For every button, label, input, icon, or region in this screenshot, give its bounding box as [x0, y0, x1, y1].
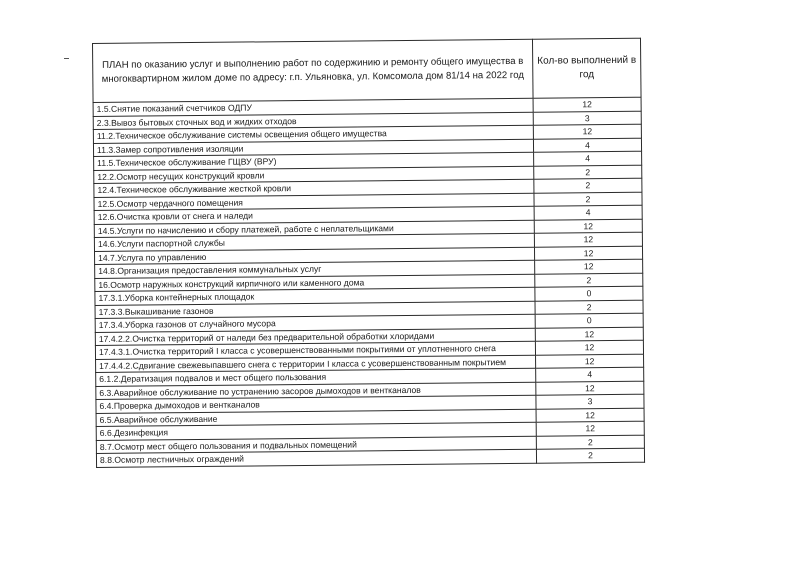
- service-name-cell: 17.4.4.2.Сдвигание свежевыпавшего снега с территории I класса с усовершенствованным покрытием: [96, 355, 536, 373]
- quantity-cell: 4: [534, 205, 642, 220]
- service-name-cell: 8.8.Осмотр лестничных ограждений: [96, 449, 536, 467]
- quantity-cell: 12: [535, 259, 643, 274]
- service-name-cell: 14.8.Организация предоставления коммунальных услуг: [95, 260, 535, 278]
- quantity-cell: 12: [536, 421, 644, 436]
- quantity-cell: 2: [535, 300, 643, 315]
- service-name-cell: 12.6.Очистка кровли от снега и наледи: [94, 206, 534, 224]
- quantity-cell: 2: [535, 273, 643, 288]
- service-name-cell: 6.5.Аварийное обслуживание: [96, 409, 536, 427]
- quantity-cell: 12: [534, 232, 642, 247]
- service-name-cell: 17.3.1.Уборка контейнерных площадок: [95, 287, 535, 305]
- quantity-cell: 12: [534, 246, 642, 261]
- quantity-cell: 2: [534, 178, 642, 193]
- service-name-cell: 8.7.Осмотр мест общего пользования и подвальных помещений: [96, 436, 536, 454]
- quantity-cell: 12: [535, 327, 643, 342]
- service-name-cell: 17.3.4.Уборка газонов от случайного мусора: [95, 314, 535, 332]
- service-name-cell: 14.6.Услуги паспортной службы: [94, 233, 534, 251]
- service-name-cell: 17.3.3.Выкашивание газонов: [95, 301, 535, 319]
- table-header-row: [93, 38, 642, 102]
- quantity-cell: 4: [533, 138, 641, 153]
- service-name-cell: 14.7.Услуга по управлению: [94, 247, 534, 265]
- quantity-cell: 2: [536, 435, 644, 450]
- service-name-cell: 14.5.Услуги по начислению и сбору платежей, работе с неплательщиками: [94, 220, 534, 238]
- quantity-cell: 0: [535, 286, 643, 301]
- service-name-cell: 2.3.Вывоз бытовых сточных вод и жидких отходов: [93, 112, 533, 130]
- service-name-cell: 11.5.Техническое обслуживание ГЩВУ (ВРУ): [94, 152, 534, 170]
- quantity-cell: 4: [536, 367, 644, 382]
- quantity-cell: 3: [533, 111, 641, 126]
- service-name-cell: 6.3.Аварийное обслуживание по устранению засоров дымоходов и вентканалов: [96, 382, 536, 400]
- quantity-cell: 12: [533, 124, 641, 139]
- quantity-cell: 12: [536, 381, 644, 396]
- service-name-cell: 6.1.2.Дератизация подвалов и мест общего пользования: [96, 368, 536, 386]
- service-name-cell: 11.2.Техническое обслуживание системы освещения общего имущества: [93, 125, 533, 143]
- quantity-cell: 12: [534, 219, 642, 234]
- quantity-cell: 4: [534, 151, 642, 166]
- service-name-cell: 16.Осмотр наружных конструкций кирпичного или каменного дома: [95, 274, 535, 292]
- scan-mark: [64, 58, 69, 59]
- service-name-cell: 12.4.Техническое обслуживание жесткой кровли: [94, 179, 534, 197]
- quantity-cell: 12: [533, 97, 641, 112]
- service-name-cell: 6.6.Дезинфекция: [96, 422, 536, 440]
- quantity-cell: 3: [536, 394, 644, 409]
- service-name-cell: 11.3.Замер сопротивления изоляции: [93, 139, 533, 157]
- quantity-cell: 0: [535, 313, 643, 328]
- quantity-cell: 2: [536, 448, 644, 463]
- quantity-cell: 12: [536, 354, 644, 369]
- quantity-cell: 2: [534, 192, 642, 207]
- plan-sheet: [92, 38, 645, 468]
- service-name-cell: 12.2.Осмотр несущих конструкций кровли: [94, 166, 534, 184]
- service-name-cell: 12.5.Осмотр чердачного помещения: [94, 193, 534, 211]
- service-name-cell: 1.5.Снятие показаний счетчиков ОДПУ: [93, 98, 533, 116]
- service-name-cell: 17.4.3.1.Очистка территорий I класса с усовершенствованными покрытиями от уплотненного снега: [95, 341, 535, 359]
- plan-title: ПЛАН по оказанию услуг и выполнению работ по содержинию и ремонту общего имущества в многоквартирном жилом доме по адресу: г.п. Ульяновка, ул. Комсомола дом 81/14 на 2022 год: [93, 39, 534, 102]
- services-plan-table: [92, 38, 645, 468]
- service-name-cell: 6.4.Проверка дымоходов и вентканалов: [96, 395, 536, 413]
- quantity-column-header: Кол-во выполнений в год: [532, 38, 641, 98]
- quantity-cell: 2: [534, 165, 642, 180]
- quantity-cell: 12: [535, 340, 643, 355]
- quantity-cell: 12: [536, 408, 644, 423]
- service-name-cell: 17.4.2.2.Очистка территорий от наледи без предварительной обработки хлоридами: [95, 328, 535, 346]
